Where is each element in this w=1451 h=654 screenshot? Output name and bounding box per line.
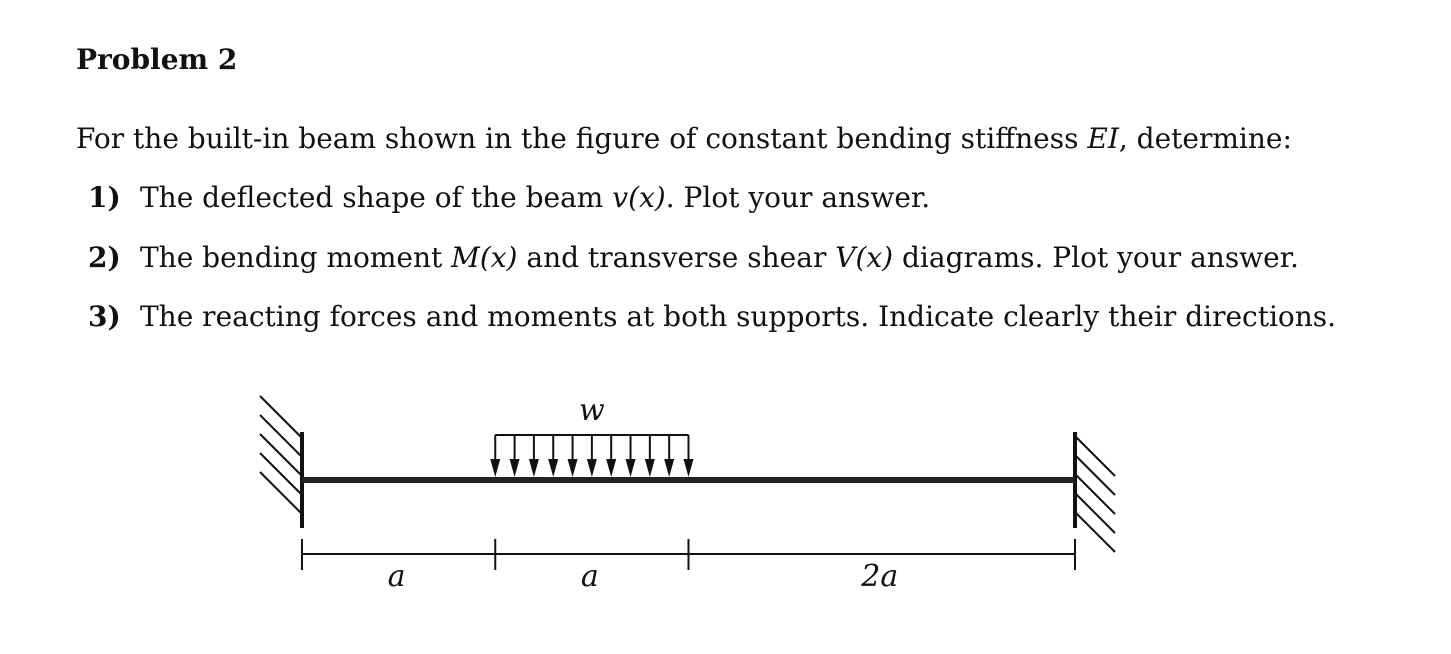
task-number: 2) xyxy=(88,241,121,274)
task-text: diagrams. Plot your answer. xyxy=(893,241,1299,274)
left-fixed-support xyxy=(260,396,302,528)
load-arrow-head xyxy=(645,459,655,477)
load-arrow-head xyxy=(606,459,616,477)
deflection-symbol: v(x) xyxy=(612,181,666,214)
right-wall-hatch xyxy=(1075,455,1115,495)
load-arrow-head xyxy=(568,459,578,477)
dimension-label: 2a xyxy=(861,559,899,594)
load-arrow-head xyxy=(529,459,539,477)
task-number: 3) xyxy=(88,300,121,333)
load-arrow-head xyxy=(548,459,558,477)
dimension-label: a xyxy=(580,559,599,594)
left-wall-hatch xyxy=(260,453,302,495)
bending-stiffness-symbol: EI xyxy=(1087,122,1119,155)
load-arrow-head xyxy=(587,459,597,477)
right-wall-hatch xyxy=(1075,436,1115,476)
dimension-line xyxy=(302,539,1075,570)
load-label: w xyxy=(579,393,605,428)
dimension-label: a xyxy=(387,559,406,594)
left-wall-hatch xyxy=(260,396,302,438)
task-text: The deflected shape of the beam xyxy=(140,181,613,214)
load-arrow-head xyxy=(510,459,520,477)
right-wall-hatch xyxy=(1075,512,1115,552)
task-number: 1) xyxy=(88,181,121,214)
right-wall-hatch xyxy=(1075,474,1115,514)
task-text: . Plot your answer. xyxy=(665,181,931,214)
moment-symbol: M(x) xyxy=(451,241,518,274)
left-wall-hatch xyxy=(260,415,302,457)
shear-symbol: V(x) xyxy=(835,241,894,274)
load-arrow-head xyxy=(684,459,694,477)
task-text: and transverse shear xyxy=(517,241,836,274)
load-arrow-head xyxy=(626,459,636,477)
load-arrow-head xyxy=(664,459,674,477)
distributed-load xyxy=(490,435,693,477)
load-arrow-head xyxy=(490,459,500,477)
right-fixed-support xyxy=(1075,432,1115,552)
dimension-labels xyxy=(388,559,899,594)
left-wall-hatch xyxy=(260,434,302,476)
intro-text-before: For the built-in beam shown in the figure of constant bending stiffness xyxy=(76,122,1088,155)
task-text: The bending moment xyxy=(140,241,452,274)
task-text: The reacting forces and moments at both supports. Indicate clearly their directions. xyxy=(140,300,1337,333)
intro-text-after: , determine: xyxy=(1118,122,1292,155)
left-wall-hatch xyxy=(260,472,302,514)
right-wall-hatch xyxy=(1075,493,1115,533)
problem-title: Problem 2 xyxy=(76,43,238,76)
